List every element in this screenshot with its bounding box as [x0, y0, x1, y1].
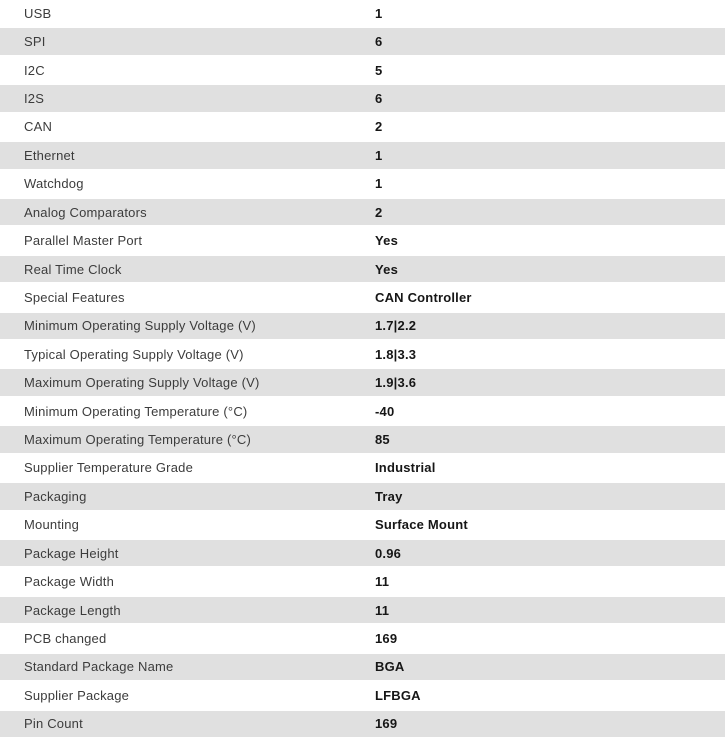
table-row — [0, 26, 725, 56]
table-row — [0, 284, 725, 310]
spec-value: 1.9|3.6 — [375, 375, 417, 391]
spec-value: 2 — [375, 204, 383, 220]
spec-value: BGA — [375, 659, 405, 675]
spec-value: 1 — [375, 5, 383, 21]
table-row — [0, 424, 725, 454]
table-row — [0, 311, 725, 341]
spec-label: I2S — [24, 90, 45, 106]
spec-value: 11 — [375, 602, 390, 618]
table-row — [0, 171, 725, 197]
table-row — [0, 227, 725, 253]
spec-label: Supplier Temperature Grade — [24, 460, 193, 476]
spec-value: 5 — [375, 62, 383, 78]
spec-label: Packaging — [24, 488, 87, 504]
table-row — [0, 0, 725, 26]
spec-value: 1.7|2.2 — [375, 318, 417, 334]
spec-value: 6 — [375, 34, 383, 50]
spec-value: -40 — [375, 403, 395, 419]
spec-value: 0.96 — [375, 545, 402, 561]
spec-label: Pin Count — [24, 716, 83, 732]
table-row — [0, 652, 725, 682]
spec-value: Yes — [375, 261, 399, 277]
spec-label: CAN — [24, 119, 53, 135]
spec-value: 169 — [375, 716, 398, 732]
table-row — [0, 197, 725, 227]
spec-label: Parallel Master Port — [24, 233, 143, 249]
spec-value: 1 — [375, 147, 383, 163]
spec-label: Supplier Package — [24, 687, 130, 703]
spec-label: Package Length — [24, 602, 121, 618]
table-row — [0, 625, 725, 651]
spec-value: 85 — [375, 432, 390, 448]
spec-label: Ethernet — [24, 147, 75, 163]
table-row — [0, 57, 725, 83]
table-row — [0, 341, 725, 367]
spec-label: Mounting — [24, 517, 80, 533]
spec-value: 1.8|3.3 — [375, 346, 417, 362]
table-row — [0, 140, 725, 170]
table-row — [0, 398, 725, 424]
spec-value: 6 — [375, 90, 383, 106]
spec-label: Package Width — [24, 574, 115, 590]
spec-label: I2C — [24, 62, 45, 78]
spec-value: CAN Controller — [375, 289, 472, 305]
table-row — [0, 682, 725, 708]
spec-label: Package Height — [24, 545, 119, 561]
spec-value: Surface Mount — [375, 517, 468, 533]
table-row — [0, 83, 725, 113]
spec-label: PCB changed — [24, 630, 107, 646]
spec-value: Yes — [375, 233, 399, 249]
spec-label: Special Features — [24, 289, 125, 305]
spec-value: Tray — [375, 488, 403, 504]
spec-value: 169 — [375, 630, 398, 646]
spec-value: 11 — [375, 574, 390, 590]
table-row — [0, 512, 725, 538]
spec-value: Industrial — [375, 460, 436, 476]
table-row — [0, 709, 725, 739]
spec-label: Maximum Operating Temperature (°C) — [24, 432, 252, 448]
spec-label: Typical Operating Supply Voltage (V) — [24, 346, 244, 362]
table-row — [0, 114, 725, 140]
table-row — [0, 568, 725, 594]
spec-label: Minimum Operating Temperature (°C) — [24, 403, 248, 419]
spec-label: Maximum Operating Supply Voltage (V) — [24, 375, 260, 391]
spec-label: USB — [24, 5, 52, 21]
spec-label: Standard Package Name — [24, 659, 174, 675]
table-row — [0, 538, 725, 568]
spec-label: Minimum Operating Supply Voltage (V) — [24, 318, 256, 334]
spec-label: Watchdog — [24, 176, 84, 192]
table-row — [0, 481, 725, 511]
spec-value: 1 — [375, 176, 383, 192]
spec-label: Analog Comparators — [24, 204, 147, 220]
table-row — [0, 254, 725, 284]
table-row — [0, 367, 725, 397]
spec-value: 2 — [375, 119, 383, 135]
table-row — [0, 595, 725, 625]
spec-value: LFBGA — [375, 687, 421, 703]
spec-label: SPI — [24, 34, 46, 50]
table-row — [0, 455, 725, 481]
spec-label: Real Time Clock — [24, 261, 122, 277]
